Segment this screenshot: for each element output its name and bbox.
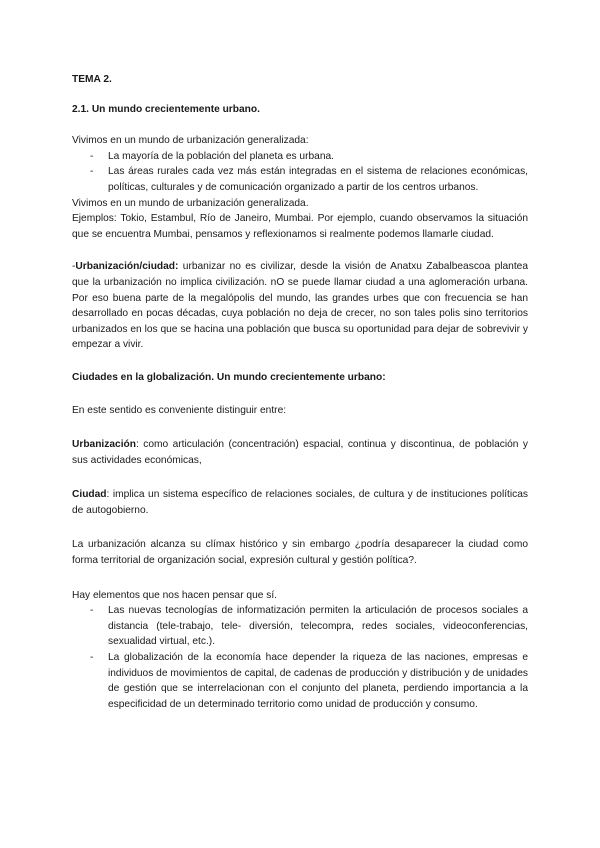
urbanizacion-text: urbanizar no es civilizar, desde la visión de Anatxu Zabalbeascoa plantea que la urbanización no implica civilización. nO se puede llamar ciudad a una aglomeración urbana. Por eso buena parte de la megalópolis del mundo, las grandes urbes que con frecuencia se han desarrollado en pocas décadas, cuya población no deja de crecer, no son tales polis sino territorios urbanizados en los que se hacina una población que busca su oportunidad para dejar de sobrevivir y empezar a vivir.	[72, 261, 528, 351]
elementos-list	[72, 603, 528, 712]
list-item-text: La mayoría de la población del planeta es urbana.	[108, 150, 334, 162]
urbanizacion-term: Urbanización/ciudad:	[75, 261, 179, 273]
examples-paragraph: Ejemplos: Tokio, Estambul, Río de Janeiro, Mumbai. Por ejemplo, cuando observamos la situación que se encuentra Mumbai, pensamos y reflexionamos si realmente podemos llamarle ciudad.	[72, 213, 528, 240]
definition-term: Urbanización	[72, 439, 136, 451]
climax-paragraph: La urbanización alcanza su clímax histórico y sin embargo ¿podría desaparecer la ciudad como forma territorial de organización social, expresión cultural y gestión política?.	[72, 539, 528, 567]
list-item	[72, 650, 528, 712]
definition-text: : implica un sistema específico de relaciones sociales, de cultura y de instituciones políticas de autogobierno.	[72, 489, 528, 516]
urbanizacion-paragraph	[72, 259, 528, 353]
intro-repeat-paragraph: Vivimos en un mundo de urbanización generalizada.	[72, 197, 309, 209]
dash-bullet: -	[90, 150, 94, 162]
list-item-text: Las nuevas tecnologías de informatización permiten la articulación de procesos sociales a distancia (tele-trabajo, tele- diversión, telecompra, redes sociales, videoconferencias, sexualidad virtual, etc.).	[108, 605, 528, 648]
list-item	[72, 603, 528, 650]
dash-bullet: -	[90, 652, 94, 664]
list-item	[72, 164, 528, 195]
intro-list	[72, 149, 528, 196]
dash-bullet: -	[90, 166, 94, 178]
list-item-text: La globalización de la economía hace depender la riqueza de las naciones, empresas e individuos de movimientos de capital, de cadenas de producción y distribución y de unidades de gestión que se interrelacionan con el conjunto del planeta, perdiendo importancia a la especificidad de un determinado territorio como unidad de producción y consumo.	[108, 652, 528, 710]
intro-paragraph: Vivimos en un mundo de urbanización generalizada:	[72, 135, 309, 147]
section-title: 2.1. Un mundo crecientemente urbano.	[72, 103, 260, 115]
definition-ciudad	[72, 487, 528, 518]
dash-bullet: -	[90, 605, 94, 617]
definition-text: : como articulación (concentración) espacial, continua y discontinua, de población y sus actividades económicas,	[72, 439, 528, 466]
urbanizacion-prefix: -	[72, 261, 76, 273]
definition-urbanizacion	[72, 437, 528, 468]
elementos-paragraph: Hay elementos que nos hacen pensar que sí.	[72, 589, 278, 601]
list-item-text: Las áreas rurales cada vez más están integradas en el sistema de relaciones económicas, políticas, culturales y de comunicación organizado a partir de los centros urbanos.	[108, 166, 528, 193]
list-item	[72, 149, 528, 165]
definition-term: Ciudad	[72, 489, 107, 501]
topic-title: TEMA 2.	[72, 74, 112, 85]
distinguir-paragraph: En este sentido es conveniente distinguir entre:	[72, 404, 287, 416]
ciudades-heading: Ciudades en la globalización. Un mundo crecientemente urbano:	[72, 371, 386, 383]
